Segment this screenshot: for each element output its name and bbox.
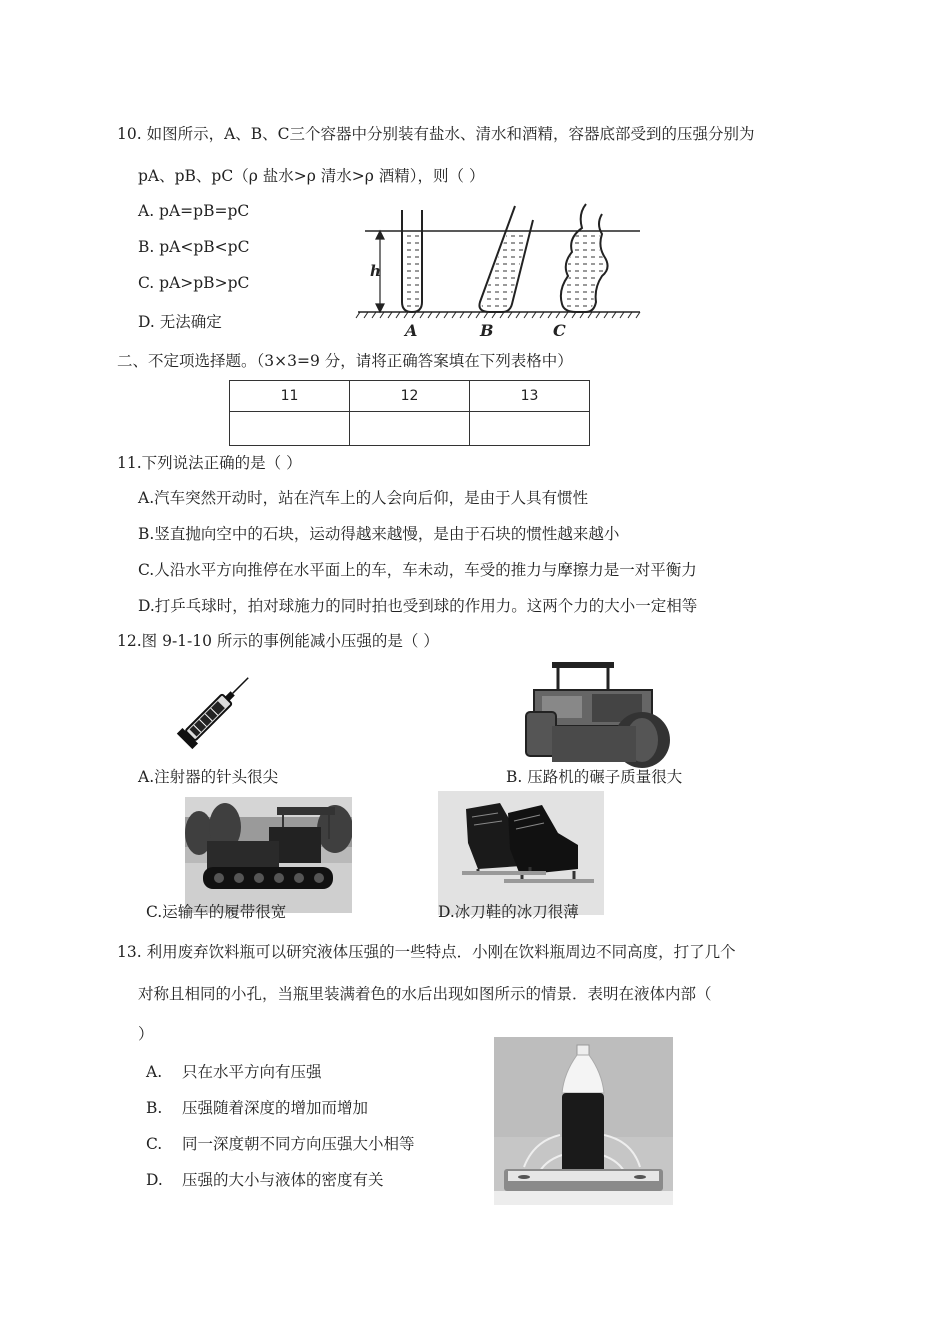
q13-option-b-label: B. (146, 1099, 163, 1117)
q13-option-c-label: C. (146, 1135, 163, 1153)
q13-option-b (146, 1096, 368, 1118)
answer-table-header-12: 12 (350, 381, 470, 412)
q12-caption-a: A.注射器的针头很尖 (138, 768, 279, 786)
q10-option-c: C. pA>pB>pC (138, 274, 250, 292)
road-roller-image (522, 656, 672, 770)
answer-table-header-13: 13 (470, 381, 590, 412)
q11-option-b: B.竖直抛向空中的石块，运动得越来越慢，是由于石块的惯性越来越小 (138, 525, 620, 543)
bottle-photo (494, 1037, 673, 1205)
q12-title: 12.图 9-1-10 所示的事例能减小压强的是（ ） (117, 632, 439, 650)
q13-option-a-text: 只在水平方向有压强 (182, 1063, 322, 1081)
q13-option-a (146, 1060, 322, 1082)
tracked-vehicle-photo (185, 797, 352, 913)
q13-option-a-label: A. (146, 1063, 163, 1081)
q12-caption-d: D.冰刀鞋的冰刀很薄 (438, 903, 579, 921)
syringe-image (170, 666, 260, 756)
answer-cell-12[interactable] (350, 412, 470, 446)
answer-cell-13[interactable] (470, 412, 590, 446)
q10-title: 10. 如图所示，A、B、C三个容器中分别装有盐水、清水和酒精，容器底部受到的压强分别为 (117, 125, 755, 143)
q13-option-b-text: 压强随着深度的增加而增加 (182, 1099, 369, 1117)
answer-table (229, 380, 590, 446)
ice-skates-photo (438, 791, 604, 915)
q13-option-d-label: D. (146, 1171, 163, 1189)
q13-line-3: ） (138, 1025, 154, 1043)
height-label: h (370, 262, 381, 280)
container-a-liquid (404, 231, 420, 310)
q11-title: 11.下列说法正确的是（ ） (117, 454, 302, 472)
q11-option-a: A.汽车突然开动时，站在汽车上的人会向后仰，是由于人具有惯性 (138, 489, 589, 507)
section-2-title: 二、不定项选择题。（3×3=9 分，请将正确答案填在下列表格中） (117, 352, 573, 370)
q13-title: 13. 利用废弃饮料瓶可以研究液体压强的一些特点．小刚在饮料瓶周边不同高度，打了几个 (117, 943, 736, 961)
container-c-liquid (563, 231, 606, 310)
q13-option-d-text: 压强的大小与液体的密度有关 (182, 1171, 384, 1189)
q13-option-c (146, 1132, 415, 1154)
container-c-label: C (553, 321, 566, 340)
q11-option-d: D.打乒乓球时，拍对球施力的同时拍也受到球的作用力。这两个力的大小一定相等 (138, 597, 698, 615)
q13-line-2: 对称且相同的小孔，当瓶里装满着色的水后出现如图所示的情景．表明在液体内部（ (138, 985, 712, 1003)
q10-option-a: A. pA=pB=pC (138, 202, 250, 220)
q13-option-c-text: 同一深度朝不同方向压强大小相等 (182, 1135, 415, 1153)
q10-option-d: D. 无法确定 (138, 313, 222, 331)
answer-table-header-11: 11 (230, 381, 350, 412)
q13-option-d (146, 1168, 384, 1190)
q10-condition: pA、pB、pC（ρ 盐水>ρ 清水>ρ 酒精），则（ ） (138, 167, 485, 185)
q10-option-b: B. pA<pB<pC (138, 238, 250, 256)
q12-caption-c: C.运输车的履带很宽 (146, 903, 287, 921)
container-a-label: A (405, 321, 418, 340)
q11-option-c: C.人沿水平方向推停在水平面上的车，车未动，车受的推力与摩擦力是一对平衡力 (138, 561, 697, 579)
answer-cell-11[interactable] (230, 412, 350, 446)
q10-containers-figure (350, 198, 650, 344)
q12-caption-b: B. 压路机的碾子质量很大 (506, 768, 683, 786)
container-b-label: B (480, 321, 494, 340)
